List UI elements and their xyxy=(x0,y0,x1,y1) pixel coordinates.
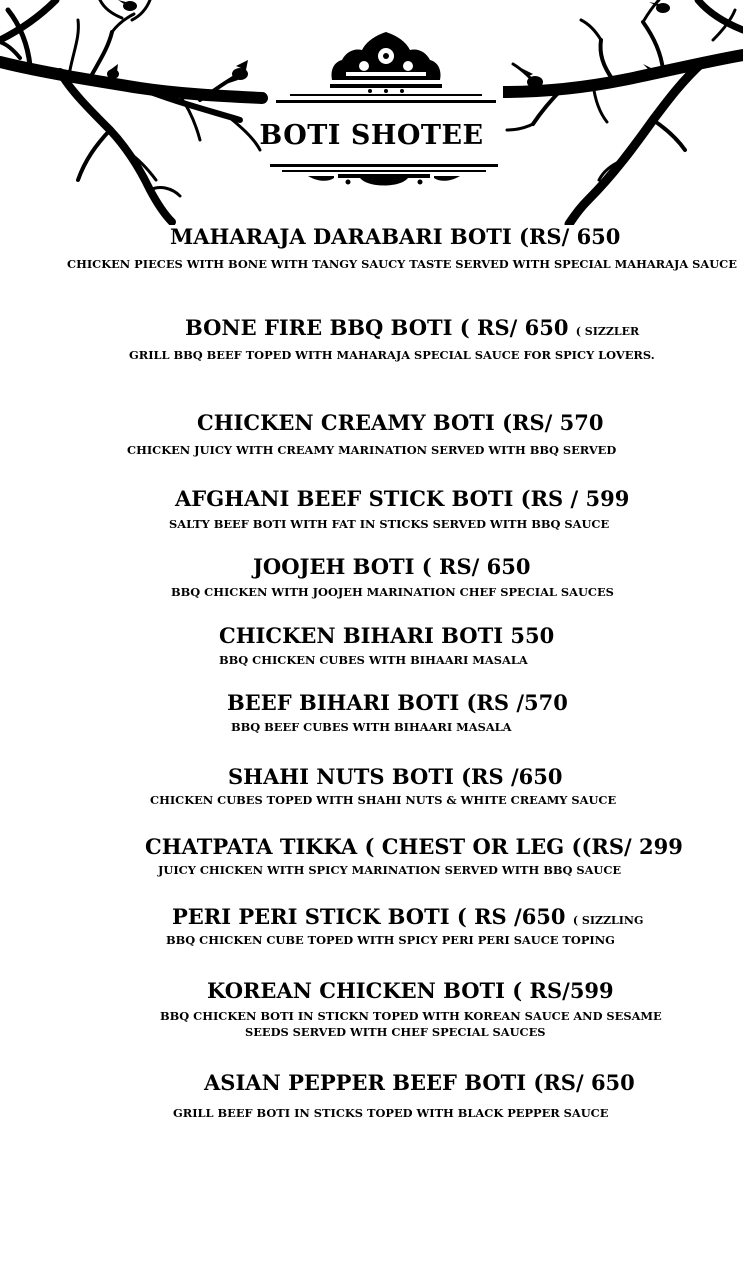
menu-item-description: BBQ CHICKEN CUBES WITH BIHAARI MASALA xyxy=(219,653,528,667)
menu-item-name: JOOJEH BOTI ( RS/ 650 xyxy=(253,554,531,579)
menu-item-name: CHICKEN CREAMY BOTI (RS/ 570 xyxy=(197,410,604,435)
menu-item-note: ( SIZZLING xyxy=(572,914,644,927)
ornament-bottom-decoration xyxy=(268,160,500,190)
menu-item-name: BONE FIRE BBQ BOTI ( RS/ 650 ( SIZZLER xyxy=(185,315,640,340)
menu-item-name: AFGHANI BEEF STICK BOTI (RS / 599 xyxy=(175,486,630,511)
menu-item-description: CHICKEN JUICY WITH CREAMY MARINATION SERVED WITH BBQ SERVED xyxy=(127,443,617,457)
tree-branch-left-decoration xyxy=(0,0,290,225)
page-title: BOTI SHOTEE xyxy=(259,120,484,151)
tree-branch-right-decoration xyxy=(503,0,743,225)
menu-item-name: BEEF BIHARI BOTI (RS /570 xyxy=(227,690,568,715)
menu-item-name: KOREAN CHICKEN BOTI ( RS/599 xyxy=(207,978,614,1003)
menu-item-description: GRILL BBQ BEEF TOPED WITH MAHARAJA SPECIAL SAUCE FOR SPICY LOVERS. xyxy=(129,348,655,362)
menu-item-description: CHICKEN CUBES TOPED WITH SHAHI NUTS & WHITE CREAMY SAUCE xyxy=(150,793,617,807)
menu-item-description: BBQ CHICKEN CUBE TOPED WITH SPICY PERI PERI SAUCE TOPING xyxy=(166,933,615,947)
menu-item-description: BBQ CHICKEN WITH JOOJEH MARINATION CHEF SPECIAL SAUCES xyxy=(171,585,614,599)
menu-item-description-continued: SEEDS SERVED WITH CHEF SPECIAL SAUCES xyxy=(245,1025,546,1039)
menu-item-description: JUICY CHICKEN WITH SPICY MARINATION SERVED WITH BBQ SAUCE xyxy=(158,863,622,877)
ornament-top-decoration xyxy=(270,30,502,110)
menu-item-description: BBQ BEEF CUBES WITH BIHAARI MASALA xyxy=(231,720,512,734)
menu-item-name: PERI PERI STICK BOTI ( RS /650 ( SIZZLING xyxy=(172,904,644,929)
menu-item-description: SALTY BEEF BOTI WITH FAT IN STICKS SERVED WITH BBQ SAUCE xyxy=(169,517,610,531)
menu-item-description: CHICKEN PIECES WITH BONE WITH TANGY SAUCY TASTE SERVED WITH SPECIAL MAHARAJA SAUCE xyxy=(67,257,737,271)
menu-item-name: CHICKEN BIHARI BOTI 550 xyxy=(219,623,555,648)
menu-item-name: SHAHI NUTS BOTI (RS /650 xyxy=(228,764,563,789)
menu-item-description: BBQ CHICKEN BOTI IN STICKN TOPED WITH KOREAN SAUCE AND SESAME xyxy=(160,1009,662,1023)
menu-item-name: MAHARAJA DARABARI BOTI (RS/ 650 xyxy=(170,224,621,249)
menu-item-name: ASIAN PEPPER BEEF BOTI (RS/ 650 xyxy=(204,1070,635,1095)
menu-item-name: CHATPATA TIKKA ( CHEST OR LEG ((RS/ 299 xyxy=(145,834,683,859)
menu-item-description: GRILL BEEF BOTI IN STICKS TOPED WITH BLACK PEPPER SAUCE xyxy=(173,1106,609,1120)
menu-item-note: ( SIZZLER xyxy=(575,325,640,338)
